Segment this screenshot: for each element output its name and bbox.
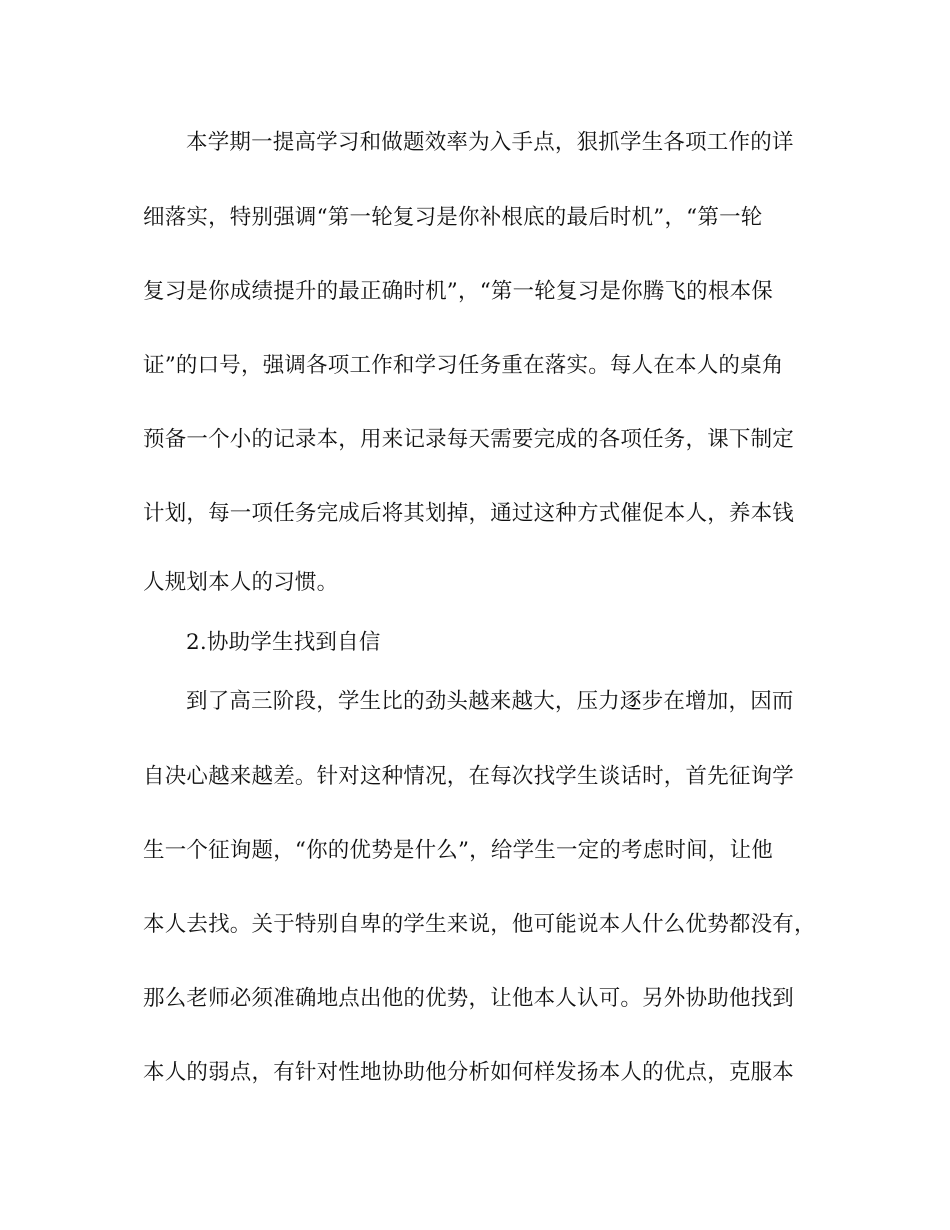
paragraph-1-line-2: 细落实，特别强调“第一轮复习是你补根底的最后时机”，“第一轮 [143,205,763,230]
paragraph-2-line-1: 到了高三阶段，学生比的劲头越来越大，压力逐步在增加，因而 [186,689,794,714]
paragraph-1-line-3: 复习是你成绩提升的最正确时机”，“第一轮复习是你腾飞的根本保 [143,279,773,304]
paragraph-2-line-4: 本人去找。关于特别自卑的学生来说，他可能说本人什么优势都没有， [143,912,816,937]
paragraph-2-line-6: 本人的弱点，有针对性地协助他分析如何样发扬本人的优点，克服本 [143,1060,795,1085]
paragraph-2-line-3: 生一个征询题，“你的优势是什么”，给学生一定的考虑时间，让他 [143,838,773,863]
paragraph-1-line-4: 证”的口号，强调各项工作和学习任务重在落实。每人在本人的桌角 [143,353,784,378]
paragraph-1-line-5: 预备一个小的记录本，用来记录每天需要完成的各项任务，课下制定 [143,427,795,452]
section-heading: 2.协助学生找到自信 [186,630,381,655]
paragraph-1-line-1: 本学期一提高学习和做题效率为入手点，狠抓学生各项工作的详 [186,130,794,155]
paragraph-2-line-5: 那么老师必须准确地点出他的优势，让他本人认可。另外协助他找到 [143,986,795,1011]
paragraph-1-line-6: 计划，每一项任务完成后将其划掉，通过这种方式催促本人，养本钱 [143,501,795,526]
paragraph-1-line-7: 人规划本人的习惯。 [143,570,339,595]
paragraph-2-line-2: 自决心越来越差。针对这种情况，在每次找学生谈话时，首先征询学 [143,764,795,789]
